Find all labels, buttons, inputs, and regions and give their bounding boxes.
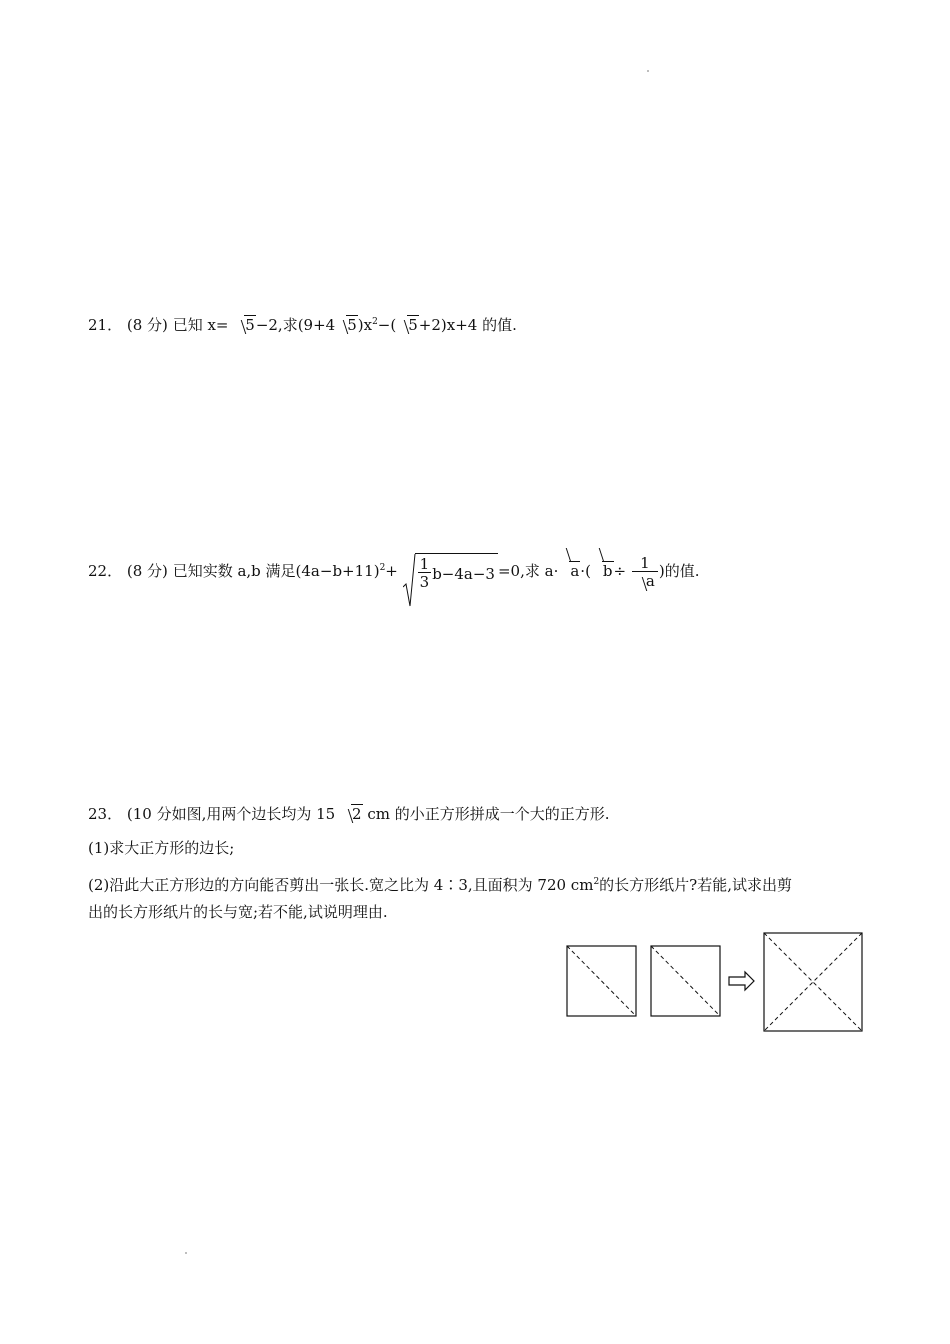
denominator <box>632 572 658 590</box>
exponent: 2 <box>593 877 600 887</box>
question-text: 出的长方形纸片的长与宽;若不能,试说明理由. <box>88 903 388 921</box>
question-number: 22． <box>88 562 123 580</box>
sqrt-5 <box>398 315 419 335</box>
radicand-text: b−4a−3 <box>432 564 495 583</box>
fraction-one-third <box>418 556 432 591</box>
question-number: 23． <box>88 805 123 823</box>
question-text: =0,求 a· <box>497 562 559 580</box>
fraction-one-over-sqrt-a <box>632 555 658 590</box>
question-text: +2)x+4 的值. <box>418 316 517 334</box>
sqrt-a <box>560 543 580 599</box>
question-text: )的值. <box>658 562 700 580</box>
question-text: 如图,用两个边长均为 15 <box>171 805 336 823</box>
question-23-part-1 <box>88 838 234 858</box>
question-text: cm 的小正方形拼成一个大的正方形. <box>362 805 610 823</box>
question-23-part-2-continued <box>88 902 388 922</box>
small-square-right <box>651 946 720 1016</box>
big-radical <box>403 553 498 591</box>
radicand <box>415 553 498 591</box>
numerator: 1 <box>419 555 430 573</box>
question-score: (10 分 <box>126 805 172 823</box>
sqrt-5 <box>235 315 256 335</box>
question-21 <box>88 312 517 335</box>
radical-sign-icon <box>403 553 416 607</box>
question-number: 21． <box>88 316 123 334</box>
numerator: 1 <box>632 555 658 572</box>
question-text: 已知实数 a,b 满足(4a−b+11) <box>172 562 380 580</box>
question-text: 的长方形纸片?若能,试求出剪 <box>599 876 792 894</box>
square-figure <box>566 930 866 1034</box>
right-arrow-icon <box>729 972 754 990</box>
sqrt-5 <box>337 315 358 335</box>
question-text: + <box>385 562 398 580</box>
exponent: 2 <box>379 563 386 573</box>
radicand: 5 <box>408 316 418 334</box>
exponent: 2 <box>372 317 378 327</box>
radicand: 5 <box>347 316 357 334</box>
question-text: )x <box>357 316 373 334</box>
radicand: a <box>570 562 580 580</box>
question-22 <box>88 540 699 596</box>
denominator: 3 <box>419 573 430 591</box>
question-text: −2,求(9+4 <box>255 316 336 334</box>
question-score: (8 分) <box>126 316 168 334</box>
scan-speck <box>185 1252 187 1254</box>
small-square-left <box>567 946 636 1016</box>
question-text: −( <box>377 316 397 334</box>
scan-speck <box>647 70 649 72</box>
question-23-part-2 <box>88 872 792 895</box>
question-23 <box>88 804 609 824</box>
sqrt-2 <box>342 804 363 824</box>
large-square <box>764 933 862 1031</box>
radicand: b <box>602 562 613 580</box>
question-score: (8 分) <box>126 562 168 580</box>
sqrt-a <box>636 572 656 590</box>
question-text: (2)沿此大正方形边的方向能否剪出一张长.宽之比为 4∶3,且面积为 720 cm <box>88 876 594 894</box>
question-text: 已知 x= <box>172 316 229 334</box>
question-text: ÷ <box>613 562 627 580</box>
radicand: 5 <box>245 316 255 334</box>
sqrt-b <box>593 543 614 599</box>
radicand: a <box>645 571 655 590</box>
radicand: 2 <box>352 805 362 823</box>
question-text: (1)求大正方形的边长; <box>88 839 235 857</box>
question-text: ·( <box>580 562 591 580</box>
